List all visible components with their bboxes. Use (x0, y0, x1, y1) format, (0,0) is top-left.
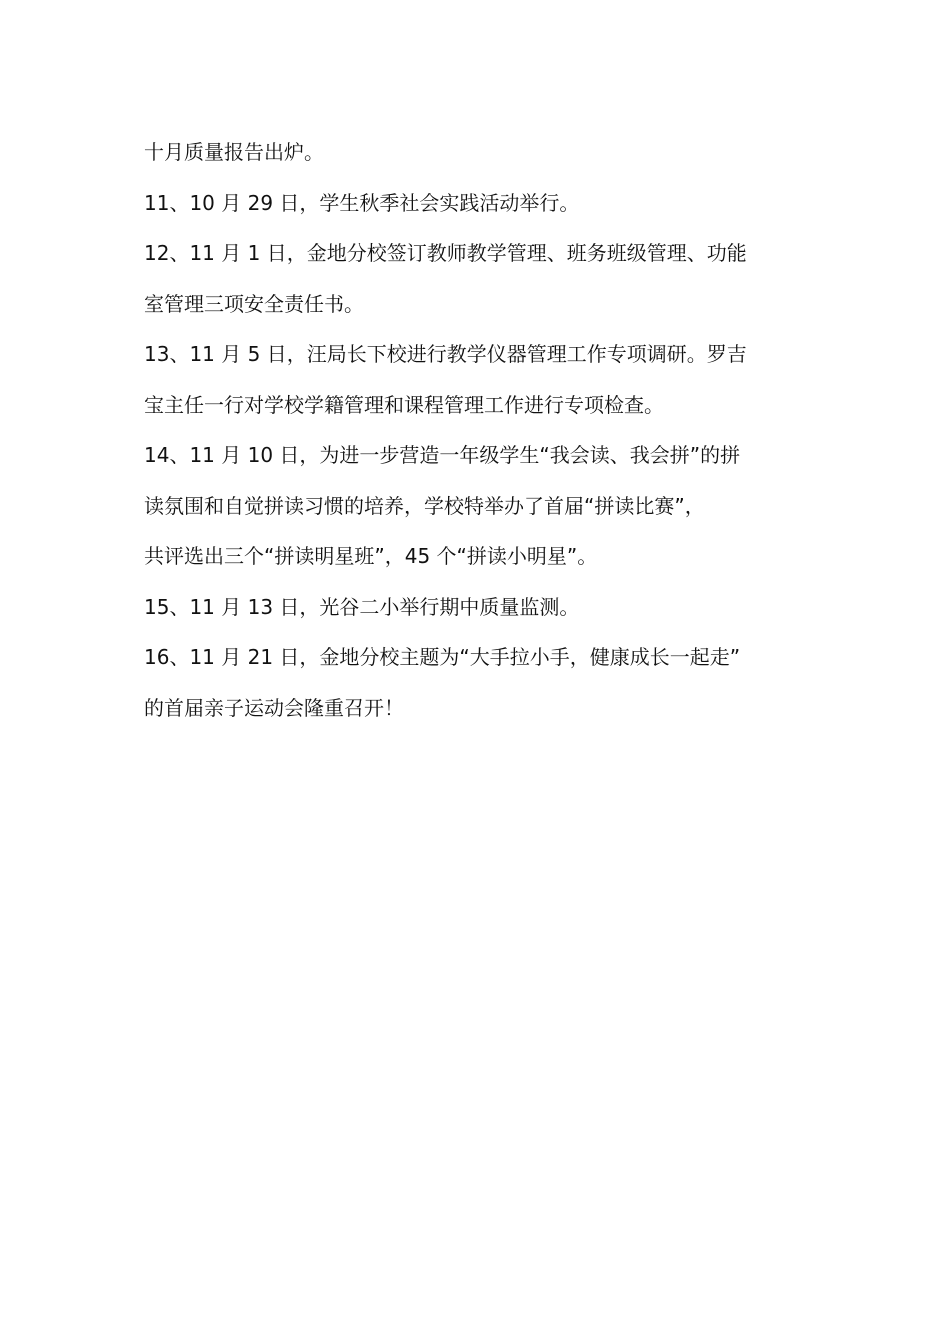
document-body (144, 130, 812, 736)
text-line: 12、11 月 1 日，金地分校签订教师教学管理、班务班级管理、功能 (144, 241, 747, 265)
text-line: 宝主任一行对学校学籍管理和课程管理工作进行专项检查。 (144, 392, 664, 417)
text-line: 共评选出三个“拼读明星班”，45 个“拼读小明星”。 (144, 544, 598, 568)
text-line: 11、10 月 29 日，学生秋季社会实践活动举行。 (144, 190, 580, 215)
paragraph-item-16 (144, 635, 812, 736)
text-line: 14、11 月 10 日，为进一步营造一年级学生“我会读、我会拼”的拼 (144, 443, 741, 467)
paragraph-report-intro (144, 130, 812, 181)
text-line: 室管理三项安全责任书。 (144, 291, 364, 316)
text-line: 13、11 月 5 日，汪局长下校进行教学仪器管理工作专项调研。罗吉 (144, 342, 747, 366)
text-line: 十月质量报告出炉。 (144, 140, 324, 164)
text-line: 的首届亲子运动会隆重召开！ (144, 695, 404, 720)
text-line: 读氛围和自觉拼读习惯的培养，学校特举办了首届“拼读比赛”， (144, 493, 705, 518)
paragraph-item-11 (144, 181, 812, 232)
paragraph-item-14 (144, 433, 812, 585)
paragraph-item-15 (144, 585, 812, 636)
text-line: 15、11 月 13 日，光谷二小举行期中质量监测。 (144, 594, 580, 619)
paragraph-item-12 (144, 231, 812, 332)
paragraph-item-13 (144, 332, 812, 433)
text-line: 16、11 月 21 日，金地分校主题为“大手拉小手，健康成长一起走” (144, 645, 741, 669)
